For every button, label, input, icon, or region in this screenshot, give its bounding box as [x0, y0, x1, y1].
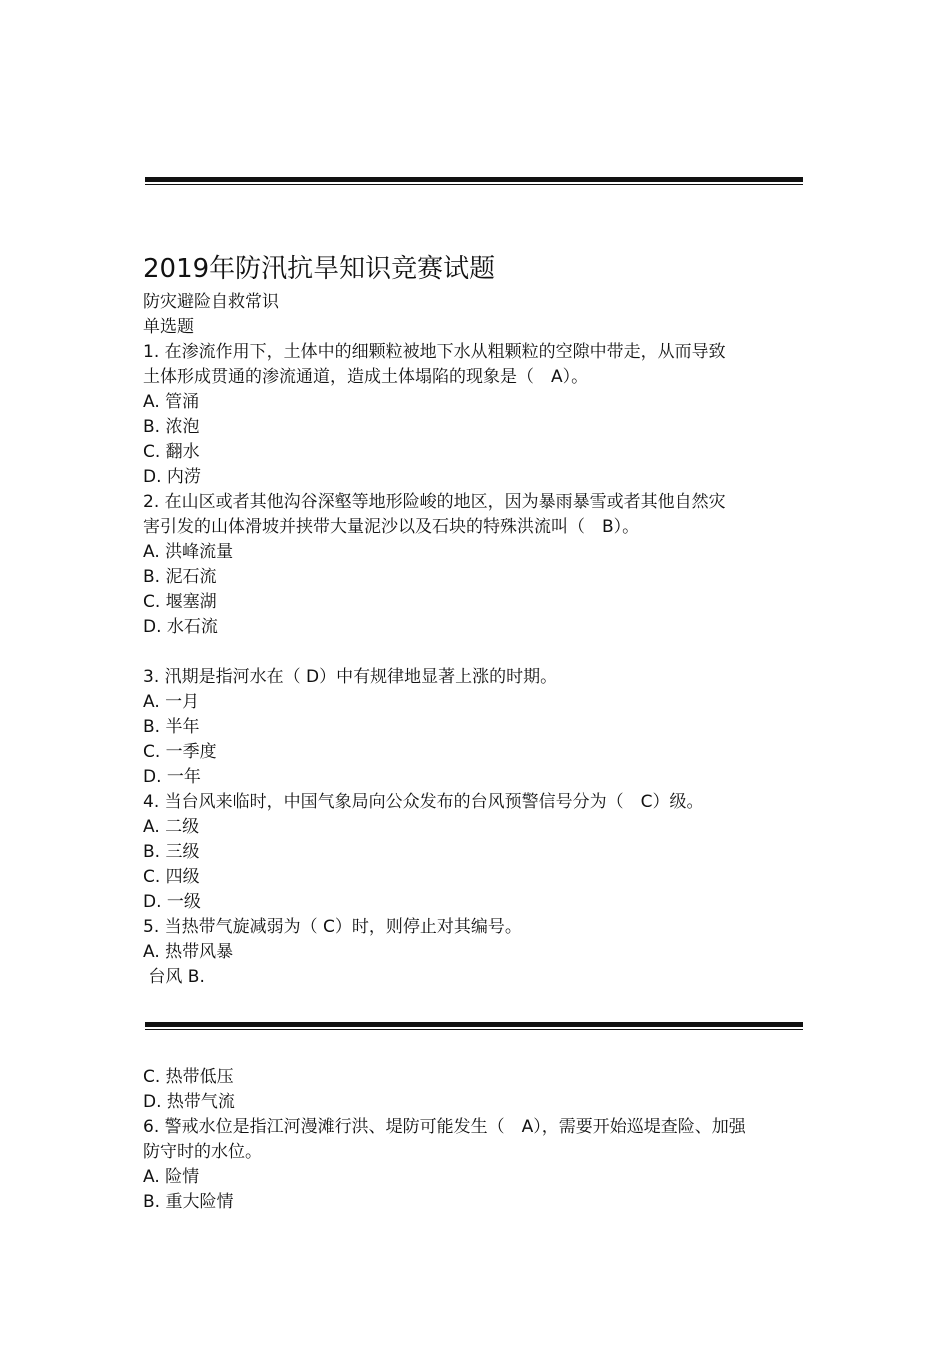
question-text: 5. 当热带气旋减弱为（ C）时，则停止对其编号。 [143, 917, 522, 937]
top-rule [145, 177, 803, 182]
answer-option: B. 重大险情 [143, 1192, 234, 1212]
answer-option: A. 洪峰流量 [143, 542, 234, 562]
section-heading: 防灾避险自救常识 [143, 292, 279, 312]
answer-option: C. 堰塞湖 [143, 592, 217, 612]
answer-option: A. 管涌 [143, 392, 200, 412]
question-text: 土体形成贯通的渗流通道，造成土体塌陷的现象是（ A）。 [143, 367, 589, 387]
answer-option: C. 热带低压 [143, 1067, 234, 1087]
answer-option: C. 翻水 [143, 442, 200, 462]
answer-option: C. 四级 [143, 867, 200, 887]
question-text: 6. 警戒水位是指江河漫滩行洪、堤防可能发生（ A），需要开始巡堤查险、加强 [143, 1117, 746, 1137]
answer-option: D. 热带气流 [143, 1092, 235, 1112]
question-text: 1. 在渗流作用下，土体中的细颗粒被地下水从粗颗粒的空隙中带走，从而导致 [143, 342, 726, 362]
answer-option: D. 一级 [143, 892, 201, 912]
answer-option: C. 一季度 [143, 742, 217, 762]
question-text: 4. 当台风来临时，中国气象局向公众发布的台风预警信号分为（ C）级。 [143, 792, 704, 812]
answer-option: D. 一年 [143, 767, 201, 787]
question-text: 害引发的山体滑坡并挟带大量泥沙以及石块的特殊洪流叫（ B）。 [143, 517, 640, 537]
answer-option: B. 泥石流 [143, 567, 217, 587]
answer-option: D. 内涝 [143, 467, 201, 487]
question-text: 防守时的水位。 [143, 1142, 262, 1162]
answer-option: A. 二级 [143, 817, 200, 837]
answer-option: D. 水石流 [143, 617, 218, 637]
question-block-1 [143, 290, 726, 990]
answer-option: A. 险情 [143, 1167, 200, 1187]
question-block-2 [143, 1065, 746, 1215]
answer-option: B. 半年 [143, 717, 200, 737]
answer-option: B. 三级 [143, 842, 200, 862]
question-text: 2. 在山区或者其他沟谷深壑等地形险峻的地区，因为暴雨暴雪或者其他自然灾 [143, 492, 726, 512]
document-title: 2019年防汛抗旱知识竞赛试题 [143, 254, 496, 284]
blank-line [143, 640, 726, 665]
answer-option: A. 一月 [143, 692, 200, 712]
question-type: 单选题 [143, 317, 194, 337]
question-text: 3. 汛期是指河水在（ D）中有规律地显著上涨的时期。 [143, 667, 558, 687]
answer-option: 台风 B. [143, 967, 205, 987]
page-break-rule [145, 1022, 803, 1027]
answer-option: B. 浓泡 [143, 417, 200, 437]
answer-option: A. 热带风暴 [143, 942, 234, 962]
